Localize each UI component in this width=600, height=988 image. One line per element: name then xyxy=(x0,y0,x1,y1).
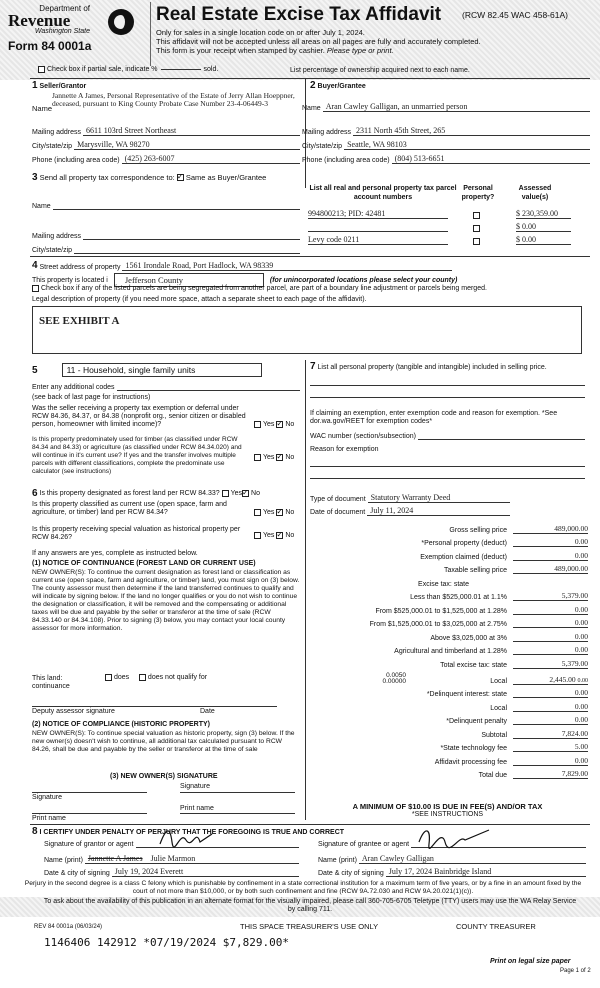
parcel-row xyxy=(308,232,583,245)
this-land-row xyxy=(32,675,70,691)
doc-type-field[interactable]: Statutory Warranty Deed xyxy=(368,493,510,503)
deputy-date-label: Date xyxy=(200,708,215,715)
seller-mailing-field[interactable]: 6611 103rd Street Northeast xyxy=(83,126,300,136)
additional-codes-label: Enter any additional codes xyxy=(32,384,115,391)
see-back-note: (see back of last page for instructions) xyxy=(32,394,151,401)
grantee-name-row xyxy=(318,854,586,864)
tax-row xyxy=(310,520,588,534)
current-no-checkbox[interactable] xyxy=(276,509,283,516)
tax-label: *State technology fee xyxy=(440,745,507,752)
grantee-sig-label: Signature of grantee or agent xyxy=(318,841,410,848)
parcel-row xyxy=(308,206,583,219)
tax-label: *Delinquent penalty xyxy=(446,718,507,725)
buyer-name-row xyxy=(302,102,590,112)
current-use-question: Is this property classified as current use (open space, farm and agriculture, or timber) land per RCW 84.34? xyxy=(32,501,227,516)
revision-label: REV 84 0001a (06/03/24) xyxy=(34,924,103,930)
use-code-row: 5 11 - Household, single family units xyxy=(32,363,262,377)
compliance-heading: (2) NOTICE OF COMPLIANCE (HISTORIC PROPERTY) xyxy=(32,721,210,728)
tax-label: *Personal property (deduct) xyxy=(421,540,507,547)
yes-label: Yes xyxy=(263,509,275,516)
tax-row xyxy=(310,534,588,548)
no-label: No xyxy=(285,532,295,539)
tax-row xyxy=(310,739,588,753)
parcel-number-field[interactable]: 994800213; PID: 42481 xyxy=(308,209,448,219)
print-name-label: Print name xyxy=(32,815,66,822)
parcel-header: List all real and personal property tax parcel account numbers xyxy=(309,185,457,201)
tax-value[interactable]: 0.00 xyxy=(513,537,588,547)
county-treasurer-label: COUNTY TREASURER xyxy=(456,922,536,931)
dept-line3: Washington State xyxy=(34,28,90,35)
grantor-sig-label: Signature of grantor or agent xyxy=(44,841,134,848)
seller-phone-row xyxy=(32,154,300,164)
q1-yes-no xyxy=(254,421,294,428)
legal-description-text: SEE EXHIBIT A xyxy=(39,315,120,327)
print-name-label: Print name xyxy=(180,805,214,812)
tax-row xyxy=(310,561,588,575)
partial-percent-field[interactable] xyxy=(161,69,201,70)
additional-codes-field[interactable] xyxy=(117,383,301,391)
same-as-buyer-checkbox[interactable] xyxy=(177,174,184,181)
deputy-signature-line[interactable] xyxy=(32,706,277,707)
doc-date-row xyxy=(310,506,510,516)
continuance-heading: (1) NOTICE OF CONTINUANCE (FOREST LAND OR CURRENT USE) xyxy=(32,560,256,567)
seller-name-label: Name xyxy=(32,104,53,113)
street-row: 4 Street address of property 1561 Irondale Road, Port Hadlock, WA 98339 xyxy=(32,260,452,271)
segregated-row xyxy=(32,285,487,292)
tax-value[interactable]: 5,379.00 xyxy=(513,591,588,601)
exemption-question: Was the seller receiving a property tax exemption or deferral under RCW 84.36, 84.37, or 84.38 (nonprofit org., senior citizen or disabled person, homeowner with limited income)? xyxy=(32,405,246,428)
timber-question: Is this property predominately used for timber (as classified under RCW 84.34 and 84.33) or agriculture (as classified under RCW 84.34.020) and will continue in it's current use? If yes and the transfer involves multiple parcels with different classifications, complete the predominate use calculator (see instructions) xyxy=(32,436,242,475)
corr-name-label: Name xyxy=(32,203,51,210)
does-not-checkbox[interactable] xyxy=(139,674,146,681)
correspondence-label: Send all property tax correspondence to: xyxy=(39,173,175,182)
grantee-date-row xyxy=(318,867,586,877)
tax-value[interactable]: 7,824.00 xyxy=(513,729,588,739)
yes-label: Yes xyxy=(263,454,275,461)
county-select[interactable]: Jefferson County xyxy=(114,273,264,287)
buyer-mailing-field[interactable]: 2311 North 45th Street, 265 xyxy=(353,126,590,136)
q2-yes-checkbox[interactable] xyxy=(254,454,261,461)
tax-label: From $525,000.01 to $1,525,000 at 1.28% xyxy=(375,607,507,615)
personal-property-line[interactable] xyxy=(310,385,585,386)
uninc-note: (for unincorporated locations please select your county) xyxy=(269,276,458,284)
parcel-row xyxy=(308,219,583,232)
does-label: does xyxy=(114,674,130,681)
buyer-mailing-row xyxy=(302,126,590,136)
tax-value[interactable]: 7,829.00 xyxy=(513,769,588,779)
tax-row xyxy=(310,712,588,726)
personal-property-line[interactable] xyxy=(310,397,585,398)
seller-name-field[interactable]: Jannette A James, Personal Representative of the Estate of Jerry Allan Hoeppner, deceased, pursuant to King County Probate Case Number 23-4-06449-3 xyxy=(52,91,295,108)
seller-phone-field[interactable]: (425) 263-6007 xyxy=(122,154,300,164)
seller-city-label: City/state/zip xyxy=(32,143,73,150)
tax-row xyxy=(310,766,588,780)
historic-yes-checkbox[interactable] xyxy=(254,532,261,539)
col-divider xyxy=(305,360,306,820)
personal-prop-header: Personal property? xyxy=(461,185,495,201)
owner-signature-line[interactable] xyxy=(32,792,147,793)
tax-row xyxy=(310,752,588,766)
tax-value[interactable]: 0.00 xyxy=(513,715,588,725)
tax-label: Affidavit processing fee xyxy=(434,758,507,766)
buyer-phone-label: Phone (including area code) xyxy=(302,157,390,164)
personal-prop-checkbox[interactable] xyxy=(473,225,480,232)
forest-question: Is this property designated as forest land per RCW 84.33? xyxy=(39,490,220,497)
doc-date-field[interactable]: July 11, 2024 xyxy=(367,506,510,516)
tax-value[interactable]: 489,000.00 xyxy=(513,564,588,574)
seller-city-field[interactable]: Marysville, WA 98270 xyxy=(74,140,300,150)
form-title: Real Estate Excise Tax Affidavit xyxy=(156,4,442,25)
personal-prop-checkbox[interactable] xyxy=(473,212,480,219)
perjury-notice: Perjury in the second degree is a class C felony which is punishable by confinement in a state correctional institution for a maximum term of five years, or by a fine in an amount fixed by the court of not more than $10,000, or by both such confinement and fine (RCW 9A.72.030 and RCW 9A.20.021(1)(c)). xyxy=(24,880,582,895)
form-number: Form 84 0001a xyxy=(8,39,92,53)
partial-sale-checkbox[interactable] xyxy=(38,66,45,73)
tax-label: Agricultural and timberland at 1.28% xyxy=(394,648,507,655)
grantee-name-label: Name (print) xyxy=(318,857,357,864)
assessed-value-field[interactable]: $ 230,359.00 xyxy=(516,209,571,219)
local-value[interactable]: 2,445.00 0.00 xyxy=(513,675,588,685)
seller-mailing-row xyxy=(32,126,300,136)
buyer-phone-field[interactable]: (804) 513-6651 xyxy=(392,154,590,164)
reason-line[interactable] xyxy=(310,466,585,467)
current-yes-checkbox[interactable] xyxy=(254,509,261,516)
relay-note: To ask about the availability of this publication in an alternate format for the visually impaired, please call 360-705-6705 Teletype (TTY) users may use the WA Relay Service by calling 711. xyxy=(43,898,577,913)
parcel-list xyxy=(308,206,583,245)
grantor-name-label: Name (print) xyxy=(44,857,83,864)
does-checkbox[interactable] xyxy=(105,674,112,681)
no-label: No xyxy=(285,509,295,516)
tax-label: Gross selling price xyxy=(449,526,507,534)
no-label: No xyxy=(285,421,295,428)
header-note1: Only for sales in a single location code on or after July 1, 2024. xyxy=(156,28,365,37)
owner-signature-line[interactable] xyxy=(180,792,295,793)
grantor-date-row xyxy=(44,867,299,877)
continuance-body: NEW OWNER(S): To continue the current designation as forest land or classification as current use (open space, farm and agriculture, or timber) land, you must sign on (3) below. The county assessor must then determine if the land transferred continues to qualify and will indicate by signing below. If the land no longer qualifies or you do not wish to continue the designation or classification, it will be removed and the compensating or additional taxes will be due and payable by the seller or transferor at the time of sale (RCW 84.33.140 or 84.34.108). Prior to signing (3) below, you may contact your local county assessor for more information. xyxy=(32,569,300,632)
corr-mailing-field[interactable] xyxy=(83,232,300,240)
local-tax-row xyxy=(310,669,588,685)
tax-value[interactable]: 0.00 xyxy=(513,688,588,698)
new-owner-heading: (3) NEW OWNER(S) SIGNATURE xyxy=(110,773,218,780)
parcel-number-field[interactable] xyxy=(308,223,448,232)
grantee-signature-field[interactable] xyxy=(411,840,586,848)
treasurer-stamp: 1146406 142912 *07/19/2024 $7,829.00* xyxy=(44,936,290,949)
assessed-value-field[interactable]: $ 0.00 xyxy=(516,222,571,232)
reason-line[interactable] xyxy=(310,478,585,479)
legal-paper-note: Print on legal size paper xyxy=(490,958,571,965)
does-options xyxy=(105,674,207,681)
dept-line1: Department of xyxy=(39,4,90,13)
doc-date-label: Date of document xyxy=(310,509,366,516)
grantor-name-row xyxy=(44,854,299,864)
seller-heading: 1 Seller/Grantor xyxy=(32,80,87,91)
minimum-due-note: A MINIMUM OF $10.00 IS DUE IN FEE(S) AND/OR TAX xyxy=(352,802,543,811)
form-rcw: (RCW 82.45 WAC 458-61A) xyxy=(462,10,568,20)
treasurer-use-label: THIS SPACE TREASURER'S USE ONLY xyxy=(240,922,379,931)
tax-value[interactable]: 0.00 xyxy=(513,632,588,642)
tax-label: *Delinquent interest: state xyxy=(426,691,507,698)
same-as-buyer-label: Same as Buyer/Grantee xyxy=(185,173,267,182)
yes-label: Yes xyxy=(263,532,275,539)
seller-city-row xyxy=(32,140,300,150)
tax-value[interactable]: 0.00 xyxy=(513,702,588,712)
buyer-city-row xyxy=(302,140,590,150)
corr-city-row xyxy=(32,246,300,254)
correspondence-row: 3 Send all property tax correspondence to: ✓ Same as Buyer/Grantee xyxy=(32,172,266,183)
if-any-note: If any answers are yes, complete as instructed below. xyxy=(32,550,198,557)
personal-prop-checkbox[interactable] xyxy=(473,238,480,245)
tax-row xyxy=(310,547,588,561)
tax-value[interactable]: 5,379.00 xyxy=(513,659,588,669)
compliance-body: NEW OWNER(S): To continue special valuation as historic property, sign (3) below. If the new owner(s) doesn't wish to continue, all additional tax calculated pursuant to RCW 84.26, shall be due and payable by the seller or transferor at the time of sale xyxy=(32,730,295,753)
assessed-header: Assessed value(s) xyxy=(518,185,552,201)
header-note2: This affidavit will not be accepted unless all areas on all pages are fully and accurately completed. xyxy=(156,37,481,46)
corr-mailing-row xyxy=(32,232,300,240)
doc-type-row xyxy=(310,493,510,503)
buyer-city-field[interactable]: Seattle, WA 98103 xyxy=(344,140,590,150)
forest-row: 6 Is this property designated as forest land per RCW 84.33? Yes ✓ No xyxy=(32,488,302,499)
tax-row xyxy=(310,601,588,615)
tax-row xyxy=(310,615,588,629)
tax-label: Total excise tax: state xyxy=(440,661,507,669)
grantee-signature-row xyxy=(318,840,586,848)
print-name-line[interactable] xyxy=(32,813,147,814)
tax-label: Taxable selling price xyxy=(443,567,507,574)
this-land-label: This land: xyxy=(32,675,63,682)
use-code-select[interactable]: 11 - Household, single family units xyxy=(62,363,262,377)
grantor-signature-field[interactable] xyxy=(136,840,299,848)
doc-type-label: Type of document xyxy=(310,496,366,503)
yes-label: Yes xyxy=(230,490,243,497)
corr-city-field[interactable] xyxy=(74,246,300,254)
tax-row xyxy=(310,628,588,642)
rule xyxy=(30,256,590,257)
street-field[interactable]: 1561 Irondale Road, Port Hadlock, WA 98339 xyxy=(122,261,452,271)
certify-heading: 8 I CERTIFY UNDER PENALTY OF PERJURY THAT THE FOREGOING IS TRUE AND CORRECT xyxy=(32,826,345,837)
page-number: Page 1 of 2 xyxy=(560,968,591,974)
tax-value[interactable]: 5.00 xyxy=(513,742,588,752)
deputy-label: Deputy assessor signature xyxy=(32,708,115,715)
grantee-date-field[interactable]: July 17, 2024 Bainbridge Island xyxy=(386,867,586,877)
q2-no-checkbox[interactable] xyxy=(276,454,283,461)
partial-label: Check box if partial sale, indicate % xyxy=(47,66,158,73)
rule xyxy=(30,78,590,79)
tax-label: Excise tax: state xyxy=(418,580,469,588)
tax-row xyxy=(310,698,588,712)
forest-no-checkbox[interactable] xyxy=(242,490,249,497)
continuance-label: continuance xyxy=(32,683,70,690)
tax-row xyxy=(310,588,588,602)
q1-no-checkbox[interactable] xyxy=(276,421,283,428)
grantor-date-label: Date & city of signing xyxy=(44,870,110,877)
tax-value[interactable]: 0.00 xyxy=(513,618,588,628)
grantee-signature-image xyxy=(415,824,495,850)
signature-label: Signature xyxy=(32,794,62,801)
segregated-checkbox[interactable] xyxy=(32,285,39,292)
wac-field[interactable] xyxy=(418,432,585,440)
corr-city-label: City/state/zip xyxy=(32,247,73,254)
buyer-mailing-label: Mailing address xyxy=(302,129,352,136)
legal-description-field[interactable] xyxy=(32,306,582,354)
does-not-label: does not qualify for xyxy=(147,674,208,681)
grantor-signature-image xyxy=(156,824,216,850)
q2-yes-no xyxy=(254,454,294,461)
historic-question: Is this property receiving special valuation as historical property per RCW 84.26? xyxy=(32,526,241,541)
buyer-name-field[interactable]: Aran Cawley Galligan, an unmarried person xyxy=(323,102,590,112)
reason-label: Reason for exemption xyxy=(310,446,379,453)
buyer-name-label: Name xyxy=(302,105,321,112)
tax-value[interactable]: 0.00 xyxy=(513,551,588,561)
no-label: No xyxy=(285,454,295,461)
dept-line2: Revenue xyxy=(8,11,71,30)
tax-label: Local xyxy=(490,704,507,712)
tax-row xyxy=(310,725,588,739)
tax-table xyxy=(310,520,588,779)
grantor-signature-row xyxy=(44,840,299,848)
header-note3: This form is your receipt when stamped by cashier. Please type or print. xyxy=(156,46,394,55)
seller-mailing-label: Mailing address xyxy=(32,129,82,136)
seller-phone-label: Phone (including area code) xyxy=(32,157,120,164)
buyer-heading: 2 Buyer/Grantee xyxy=(310,80,366,91)
assessed-value-field[interactable]: $ 0.00 xyxy=(516,235,571,245)
parcel-number-field[interactable]: Levy code 0211 xyxy=(308,235,448,245)
historic-no-checkbox[interactable] xyxy=(276,532,283,539)
tax-value[interactable]: 489,000.00 xyxy=(513,524,588,534)
tax-label: Subtotal xyxy=(481,731,507,739)
signature-label: Signature xyxy=(180,783,210,790)
tax-label: Less than $525,000.01 at 1.1% xyxy=(410,594,507,601)
see-instructions-note: *SEE INSTRUCTIONS xyxy=(411,811,484,818)
q1-yes-checkbox[interactable] xyxy=(254,421,261,428)
legal-label: Legal description of property (if you need more space, attach a separate sheet to each page of the affidavit). xyxy=(32,296,367,303)
dor-logo-icon xyxy=(108,9,134,35)
grantee-date-label: Date & city of signing xyxy=(318,870,384,877)
tax-row xyxy=(310,655,588,669)
buyer-city-label: City/state/zip xyxy=(302,143,343,150)
wac-row xyxy=(310,432,585,440)
grantee-name-field[interactable]: Aran Cawley Galligan xyxy=(359,854,586,864)
tax-row xyxy=(310,642,588,656)
yes-label: Yes xyxy=(263,421,275,428)
dor-logo xyxy=(8,4,138,53)
q-historic-yes-no xyxy=(254,532,294,539)
local-rate: 0.0050 0.00000 xyxy=(382,671,406,685)
ownership-note: List percentage of ownership acquired next to each name. xyxy=(290,67,470,74)
corr-mailing-label: Mailing address xyxy=(32,233,82,240)
local-label: Local xyxy=(490,677,507,685)
print-name-line[interactable] xyxy=(180,813,295,814)
located-label: This property is located i xyxy=(32,276,108,284)
corr-name-field[interactable] xyxy=(53,202,300,210)
street-label: Street address of property xyxy=(39,264,121,271)
tax-label: From $1,525,000.01 to $3,025,000 at 2.75% xyxy=(369,621,507,628)
buyer-phone-row xyxy=(302,154,590,164)
grantor-name-field[interactable]: Jannette A James Julie Marmon xyxy=(85,854,299,864)
additional-codes-row xyxy=(32,383,300,391)
segregated-label: Check box if any of the listed parcels are being segregated from another parcel, are part of a boundary line adjustment or parcels being merged. xyxy=(41,285,487,292)
q-current-yes-no xyxy=(254,509,294,516)
forest-yes-checkbox[interactable] xyxy=(222,490,229,497)
rule xyxy=(30,824,590,825)
tax-row xyxy=(310,685,588,699)
tax-label: Exemption claimed (deduct) xyxy=(420,553,507,561)
tax-value[interactable]: 0.00 xyxy=(513,605,588,615)
sold-label: sold. xyxy=(203,66,219,73)
wac-label: WAC number (section/subsection) xyxy=(310,433,416,440)
tax-row xyxy=(310,574,588,588)
tax-label: Total due xyxy=(478,772,507,779)
personal-property-label: 7 List all personal property (tangible and intangible) included in selling price. xyxy=(310,361,547,372)
grantor-date-field[interactable]: July 19, 2024 Everett xyxy=(112,867,299,877)
corr-name-row xyxy=(32,202,300,210)
tax-value[interactable]: 0.00 xyxy=(513,756,588,766)
tax-value[interactable]: 0.00 xyxy=(513,645,588,655)
tax-label: Above $3,025,000 at 3% xyxy=(430,634,507,642)
no-label: No xyxy=(251,490,260,497)
header-divider xyxy=(150,2,151,66)
partial-sale-row xyxy=(38,66,218,73)
exemption-note: If claiming an exemption, enter exemption code and reason for exemption. *See dor.wa.gov/REET for exemption codes* xyxy=(310,410,558,425)
